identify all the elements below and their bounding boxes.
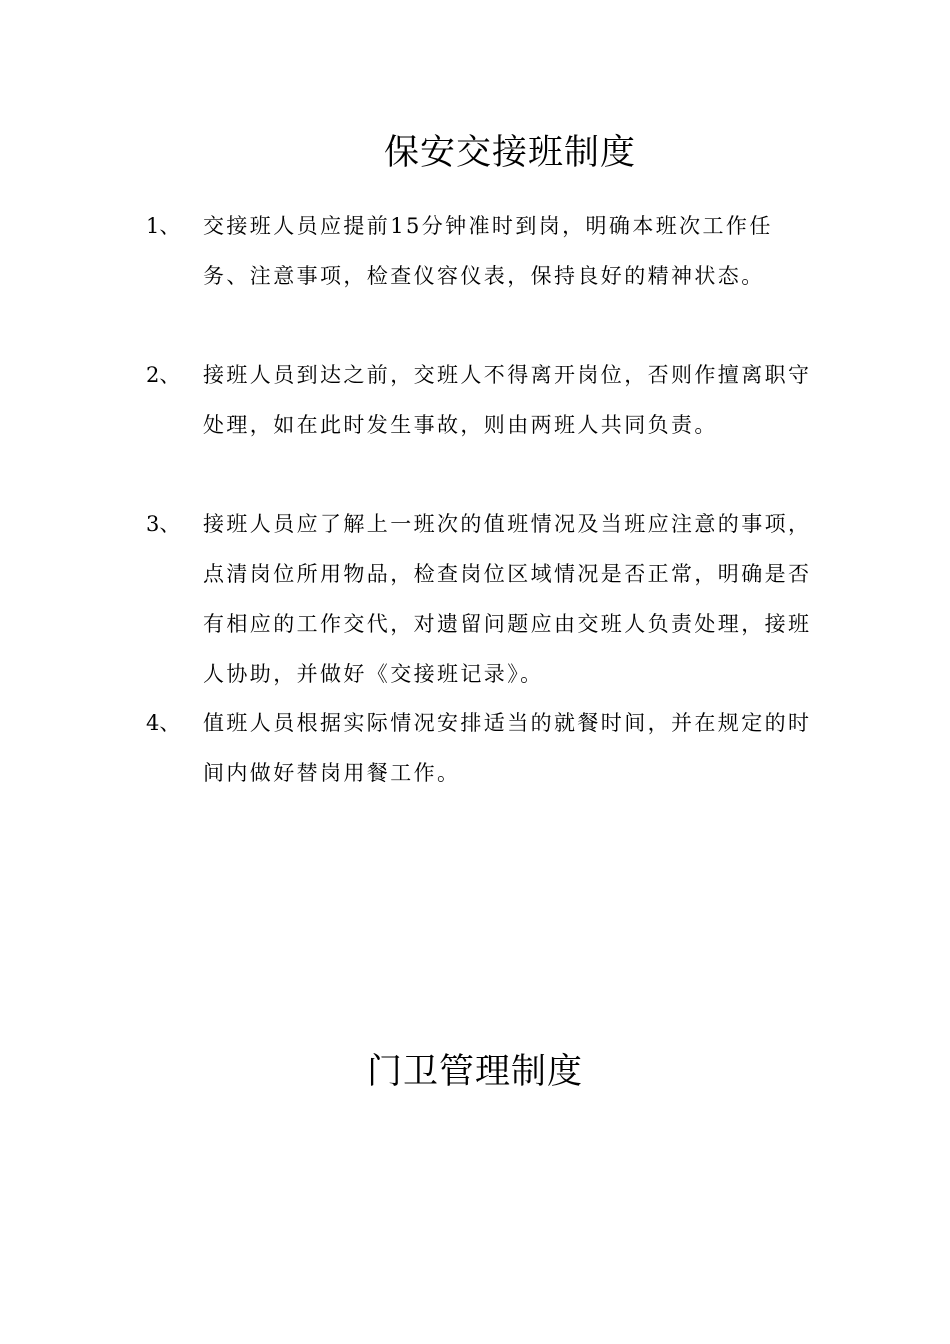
item-text: 接班人员到达之前，交班人不得离开岗位，否则作擅离职守处理，如在此时发生事故，则由两班人共同负责。 bbox=[203, 363, 812, 437]
item-number: 3、 bbox=[146, 512, 181, 536]
item-text: 值班人员根据实际情况安排适当的就餐时间，并在规定的时间内做好替岗用餐工作。 bbox=[203, 711, 812, 785]
next-section-title: 门卫管理制度 bbox=[366, 1052, 583, 1092]
section-title: 保安交接班制度 bbox=[383, 133, 636, 173]
item-text: 接班人员应了解上一班次的值班情况及当班应注意的事项，点清岗位所用物品，检查岗位区域情况是否正常，明确是否有相应的工作交代，对遗留问题应由交班人负责处理，接班人协助，并做好《交接班记录》。 bbox=[203, 512, 812, 686]
item-number: 4、 bbox=[146, 711, 181, 735]
item-number: 1、 bbox=[146, 214, 181, 238]
item-number: 2、 bbox=[146, 363, 181, 387]
item-text: 交接班人员应提前15分钟准时到岗，明确本班次工作任务、注意事项，检查仪容仪表，保持良好的精神状态。 bbox=[203, 214, 773, 288]
